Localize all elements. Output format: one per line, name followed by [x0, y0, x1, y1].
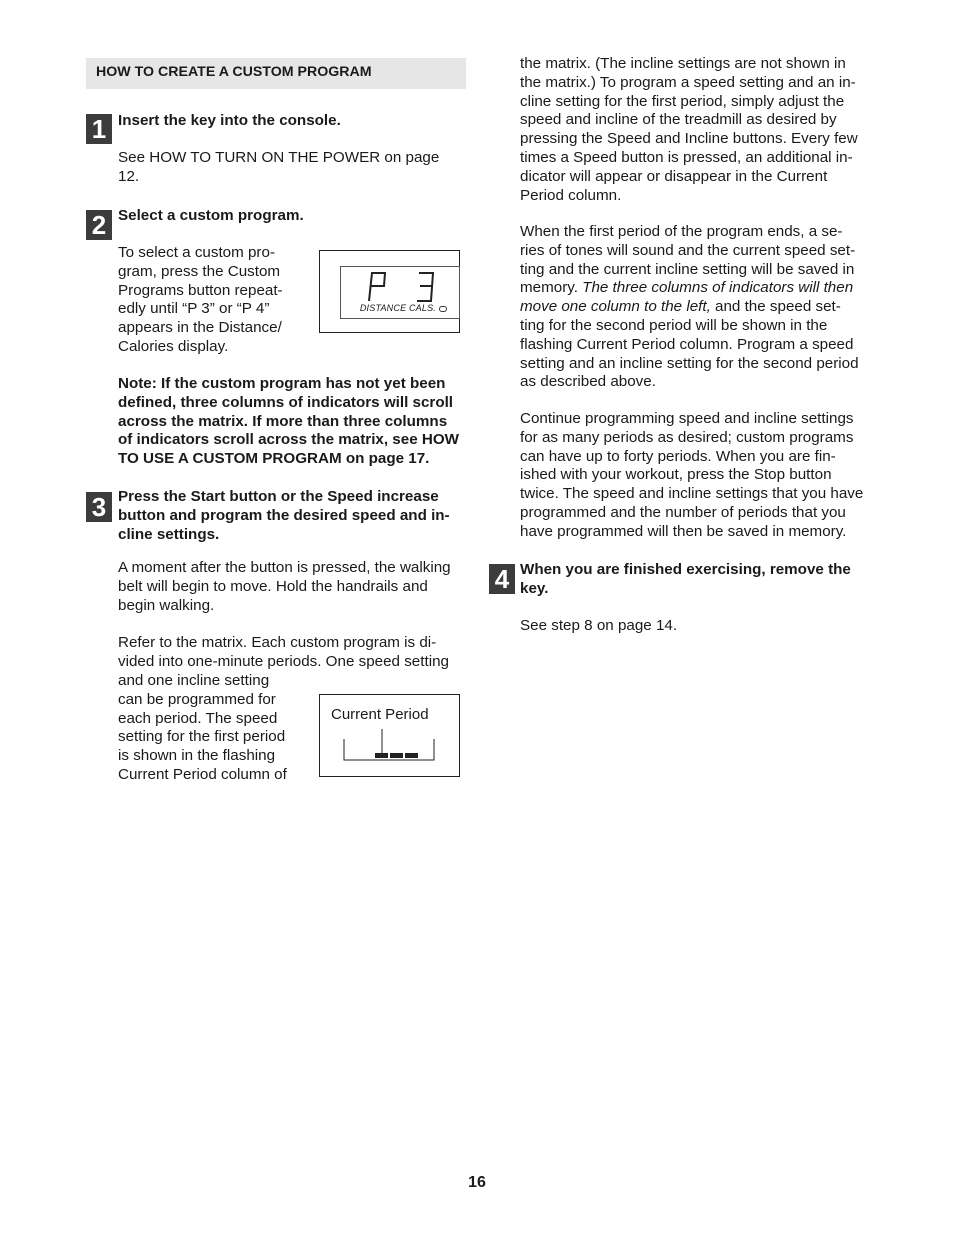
right-para-2-italic-1: The three columns of indicators will then: [582, 279, 854, 297]
right-para-3: Continue programming speed and incline settings for as many periods as desired; custom programs can have up to forty periods. When you are fin- ished with your workout, press the Stop button twice. The speed and incline settings that you have programmed and the number of periods that you have programmed will then be saved in memory.: [520, 410, 864, 540]
lcd-indicator-icon: [439, 306, 447, 312]
step-3-number: 3: [86, 492, 112, 522]
page-number: 16: [468, 1174, 486, 1191]
period-figure-label: Current Period: [331, 706, 429, 723]
lcd-readout-graphic: [341, 267, 459, 307]
lcd-label: [360, 303, 447, 313]
right-para-2: [520, 223, 880, 392]
step-3-body-2-top: Refer to the matrix. Each custom program is di- vided into one-minute periods. One speed setting: [118, 634, 449, 670]
lcd-label-text: DISTANCE CALS.: [359, 303, 436, 313]
step-1-number: 1: [86, 114, 112, 144]
period-figure: [319, 694, 460, 777]
step-1-body: See HOW TO TURN ON THE POWER on page 12.: [118, 149, 440, 185]
step-2-number: 2: [86, 210, 112, 240]
step-2-note: Note: If the custom program has not yet been defined, three columns of indicators will scroll across the matrix. If more than three columns of indicators scroll across the matrix, see HOW TO USE A CUSTOM PROGRAM on page 17.: [118, 375, 459, 468]
right-para-2-italic-2: move one column to the left,: [520, 298, 711, 316]
period-matrix-graphic: [319, 694, 460, 777]
step-3-heading: Press the Start button or the Speed increase button and program the desired speed and in- cline settings.: [118, 488, 450, 543]
section-title: HOW TO CREATE A CUSTOM PROGRAM: [86, 58, 466, 89]
right-para-2b: and the speed set-: [710, 298, 841, 316]
right-para-1: the matrix. (The incline settings are not shown in the matrix.) To program a speed setting and an in- cline setting for the first period, simply adjust the speed and incline of the treadmill as desired by pressing the Speed and Incline buttons. Every few times a Speed button is pressed, an additional in- dicator will appear or disappear in the Current Period column.: [520, 55, 858, 204]
step-3-body-1: A moment after the button is pressed, the walking belt will begin to move. Hold the handrails and begin walking.: [118, 559, 451, 614]
step-1-heading: Insert the key into the console.: [118, 112, 341, 129]
step-2-heading: Select a custom program.: [118, 207, 304, 224]
step-4-heading: When you are finished exercising, remove the key.: [520, 561, 851, 597]
step-2-body: To select a custom pro- gram, press the Custom Programs button repeat- edly until “P 3” or “P 4” appears in the Distance/ Calories display.: [118, 244, 283, 355]
step-4-body: See step 8 on page 14.: [520, 617, 678, 634]
step-3-body-2-bottom: and one incline setting can be programmed for each period. The speed setting for the first period is shown in the flashing Current Period column of: [118, 672, 287, 783]
step-4-number: 4: [489, 564, 515, 594]
display-figure: [319, 250, 460, 333]
lcd-window: [340, 266, 460, 319]
right-para-2c: ting for the second period will be shown in the flashing Current Period column. Program a speed setting and an incline setting for the second period as described above.: [520, 316, 859, 391]
right-para-2a: When the first period of the program ends, a se- ries of tones will sound and the current speed set- ting and the current incline setting will be saved in memory.: [520, 223, 856, 297]
